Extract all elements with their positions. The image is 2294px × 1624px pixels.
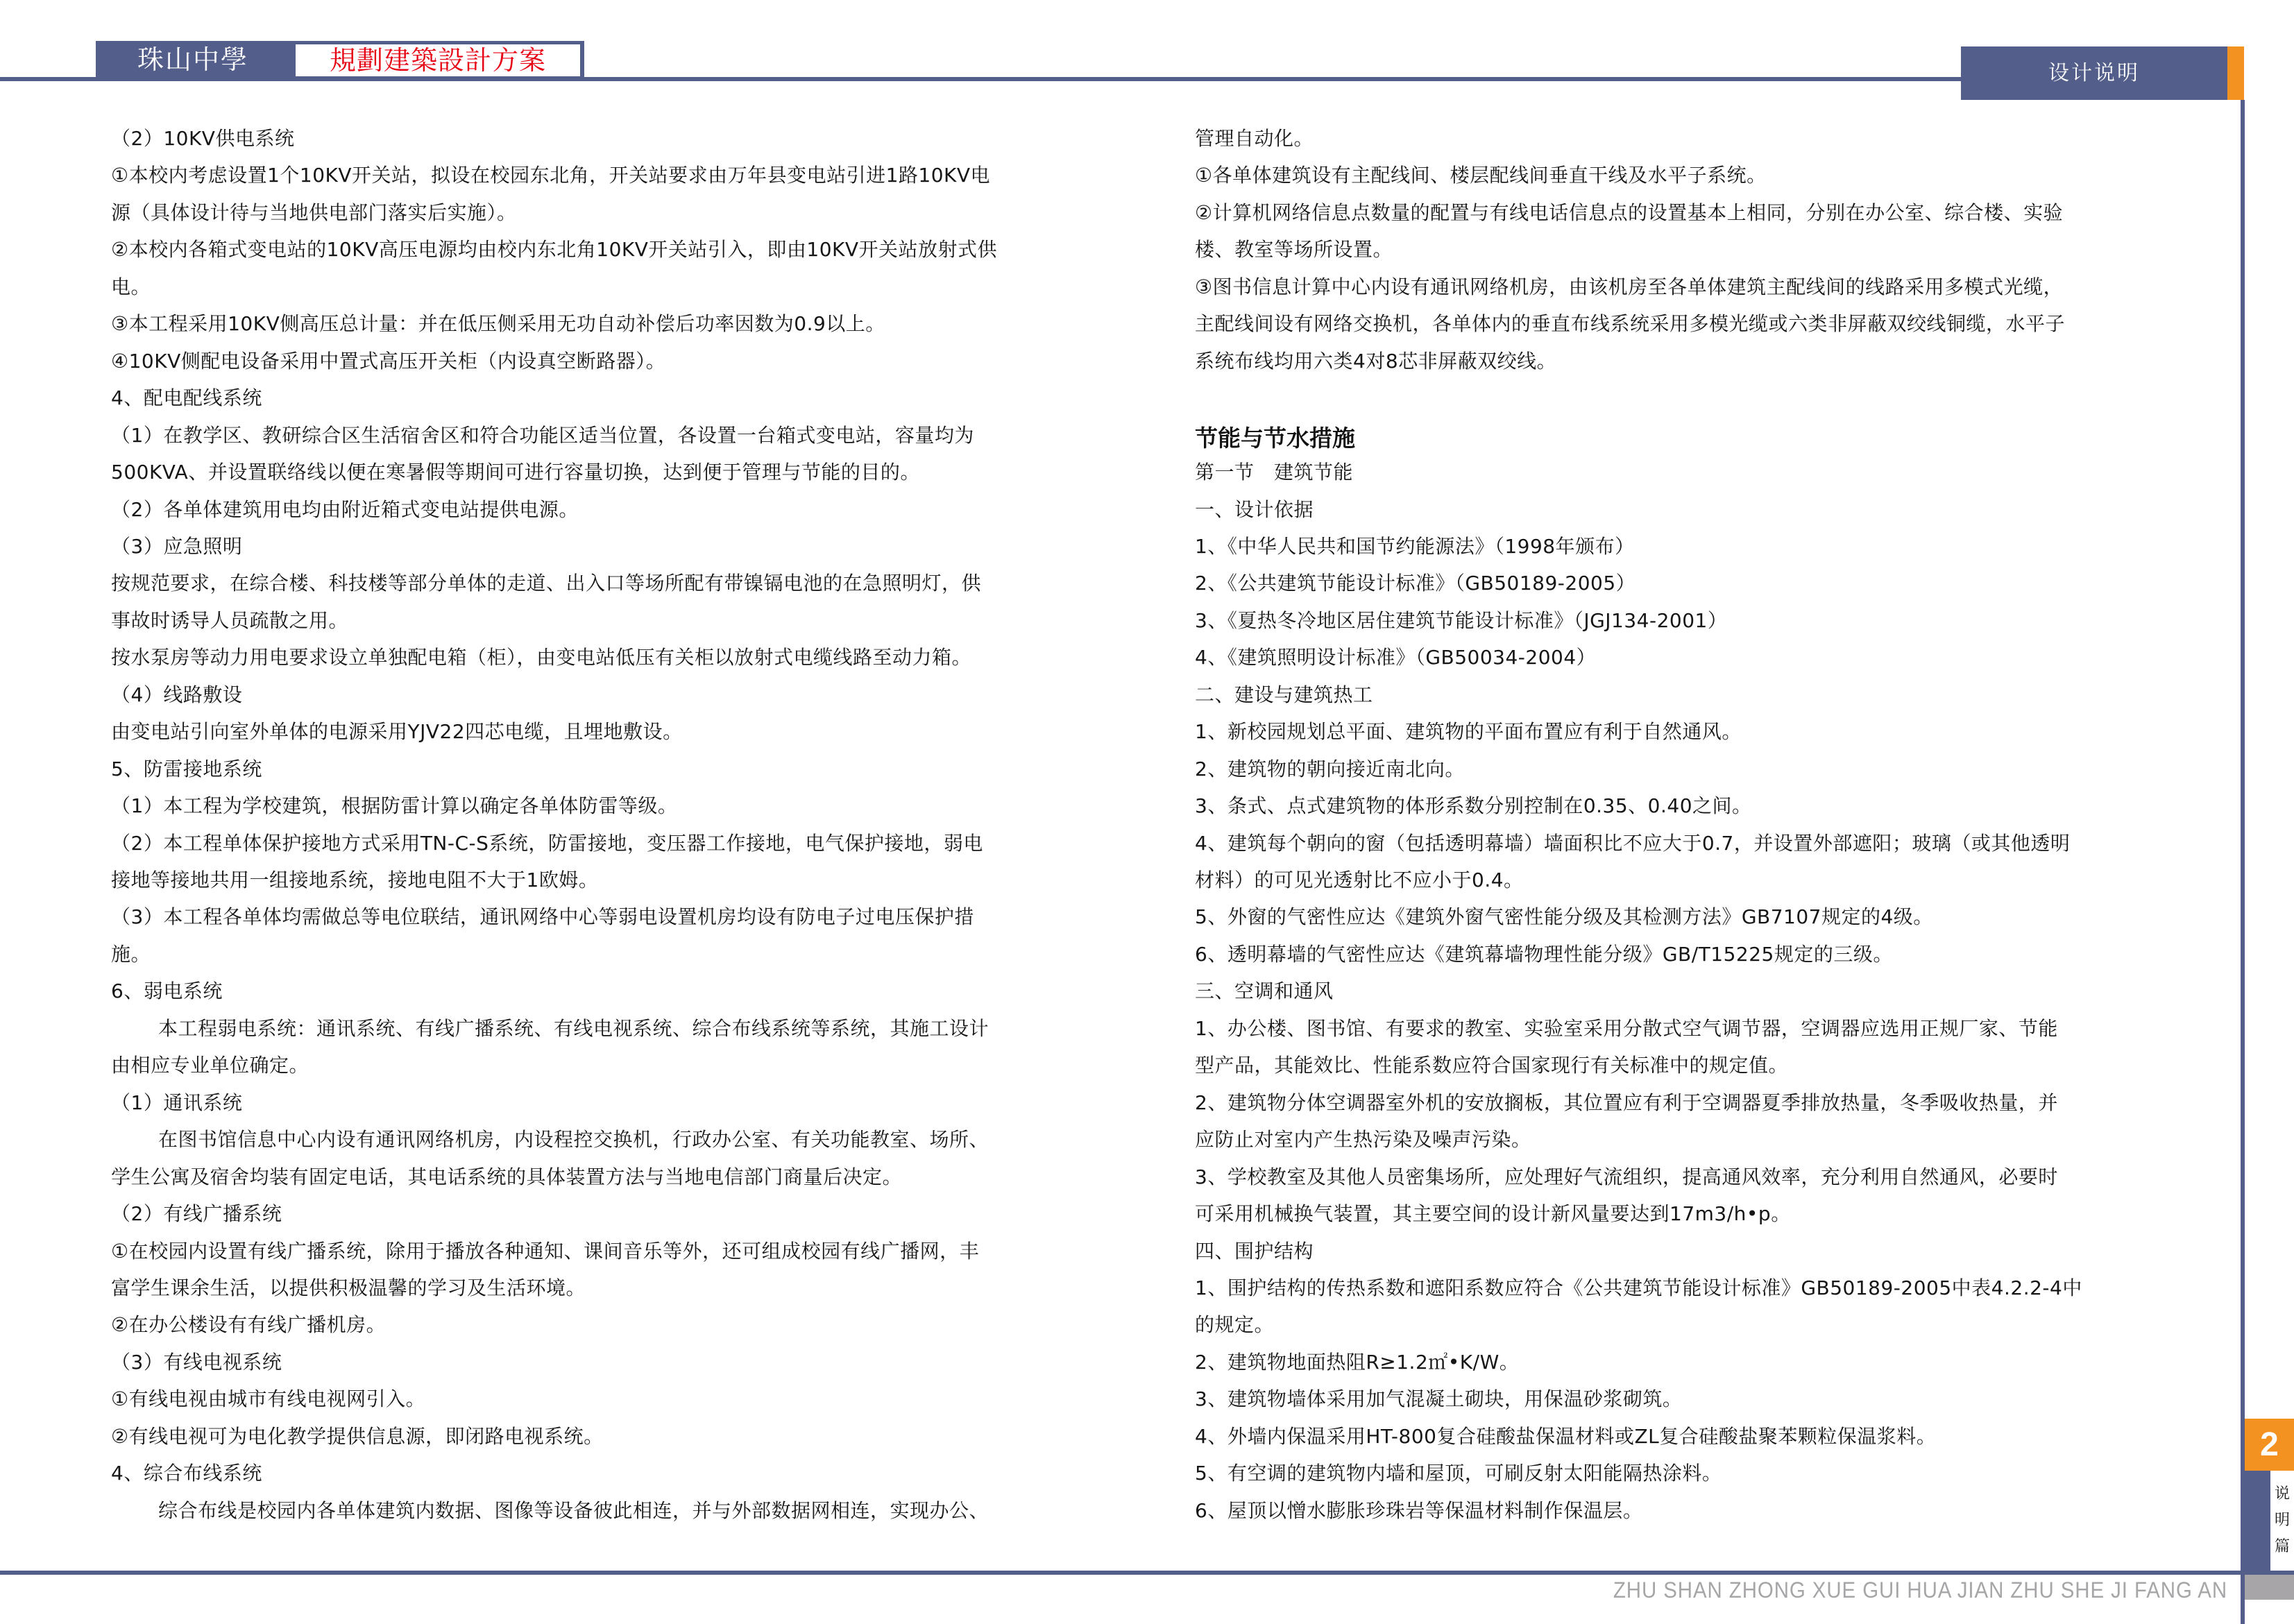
chapter-label-char: 篇	[2274, 1538, 2290, 1555]
paragraph-line: 本工程弱电系统：通讯系统、有线广播系统、有线电视系统、综合布线系统等系统，其施工设计	[158, 1016, 989, 1040]
paragraph-line: 楼、教室等场所设置。	[1195, 238, 1393, 262]
paragraph-line: ③本工程采用10KV侧高压总计量：并在低压侧采用无功自动补偿后功率因数为0.9以上。	[111, 312, 885, 336]
section-heading: 节能与节水措施	[1195, 425, 1355, 452]
chapter-label	[2270, 1481, 2294, 1560]
paragraph-line: 4、外墙内保温采用HT-800复合硅酸盐保温材料或ZL复合硅酸盐聚苯颗粒保温浆料。	[1195, 1424, 1937, 1448]
paragraph-line: （1）通讯系统	[111, 1091, 243, 1114]
paragraph-line: 主配线间设有网络交换机，各单体内的垂直布线系统采用多模光缆或六类非屏蔽双绞线铜缆，水平子	[1195, 312, 2066, 336]
footer-pinyin-title: ZHU SHAN ZHONG XUE GUI HUA JIAN ZHU SHE JI FANG AN	[1613, 1578, 2227, 1602]
paragraph-line: 按水泵房等动力用电要求设立单独配电箱（柜），由变电站低压有关柜以放射式电缆线路至动力箱。	[111, 646, 972, 669]
paragraph-line: （2）各单体建筑用电均由附近箱式变电站提供电源。	[111, 497, 579, 521]
paragraph-line: 接地等接地共用一组接地系统，接地电阻不大于1欧姆。	[111, 869, 599, 891]
paragraph-line: 1、办公楼、图书馆、有要求的教室、实验室采用分散式空气调节器，空调器应选用正规厂家、节能	[1195, 1016, 2058, 1040]
paragraph-line: 管理自动化。	[1195, 127, 1314, 150]
paragraph-line: 3、学校教室及其他人员密集场所，应处理好气流组织，提高通风效率，充分利用自然通风，必要时	[1195, 1165, 2058, 1188]
paragraph-line: ④10KV侧配电设备采用中置式高压开关柜（内设真空断路器）。	[111, 349, 666, 373]
paragraph-line: ②本校内各箱式变电站的10KV高压电源均由校内东北角10KV开关站引入，即由10KV开关站放射式供	[111, 238, 998, 262]
paragraph-line: 源（具体设计待与当地供电部门落实后实施）。	[111, 200, 517, 224]
paragraph-line: 1、《中华人民共和国节约能源法》（1998年颁布）	[1195, 534, 1635, 558]
paragraph-line: 应防止对室内产生热污染及噪声污染。	[1195, 1128, 1531, 1152]
paragraph-line: （3）应急照明	[111, 534, 243, 558]
paragraph-line: 型产品，其能效比、性能系数应符合国家现行有关标准中的规定值。	[1195, 1054, 1789, 1077]
footer-rule	[0, 1571, 2294, 1575]
paragraph-line: 6、透明幕墙的气密性应达《建筑幕墙物理性能分级》GB/T15225规定的三级。	[1195, 942, 1893, 966]
paragraph-line: 2、建筑物的朝向接近南北向。	[1195, 757, 1465, 780]
paragraph-line: 按规范要求，在综合楼、科技楼等部分单体的走道、出入口等场所配有带镍镉电池的在急照明灯，供	[111, 572, 982, 595]
right-margin-rule	[2241, 100, 2245, 1624]
paragraph-line: ②有线电视可为电化教学提供信息源，即闭路电视系统。	[111, 1424, 604, 1448]
paragraph-line: 事故时诱导人员疏散之用。	[111, 608, 349, 632]
paragraph-line: 5、有空调的建筑物内墙和屋顶，可刷反射太阳能隔热涂料。	[1195, 1462, 1722, 1485]
paragraph-line: 三、空调和通风	[1195, 980, 1334, 1003]
paragraph-line: 6、弱电系统	[111, 980, 223, 1003]
paragraph-line: ①本校内考虑设置1个10KV开关站，拟设在校园东北角，开关站要求由万年县变电站引进1路10KV电	[111, 164, 991, 187]
paragraph-line: （4）线路敷设	[111, 683, 243, 706]
paragraph-line: ①在校园内设置有线广播系统，除用于播放各种通知、课间音乐等外，还可组成校园有线广播网，丰	[111, 1239, 980, 1263]
paragraph-line: 第一节 建筑节能	[1195, 461, 1354, 484]
chapter-label-char: 明	[2274, 1512, 2290, 1529]
paragraph-line: 3、《夏热冬冷地区居住建筑节能设计标准》（JGJ134-2001）	[1195, 608, 1728, 632]
paragraph-line: （1）在教学区、教研综合区生活宿舍区和符合功能区适当位置，各设置一台箱式变电站，容量均为	[111, 423, 974, 447]
side-strip	[2241, 1471, 2270, 1571]
paragraph-line: 3、条式、点式建筑物的体形系数分别控制在0.35、0.40之间。	[1195, 794, 1752, 818]
paragraph-line: 4、建筑每个朝向的窗（包括透明幕墙）墙面积比不应大于0.7，并设置外部遮阳；玻璃（或其他透明	[1195, 831, 2071, 855]
paragraph-line: 一、设计依据	[1195, 497, 1314, 521]
paragraph-line: （1）本工程为学校建筑，根据防雷计算以确定各单体防雷等级。	[111, 794, 678, 818]
paragraph-line: 二、建设与建筑热工	[1195, 683, 1373, 706]
section-tab-label: 设计说明	[2048, 61, 2140, 85]
paragraph-line: 5、防雷接地系统	[111, 757, 262, 780]
paragraph-line: （3）有线电视系统	[111, 1350, 282, 1374]
chapter-label-char: 说	[2274, 1485, 2290, 1503]
paragraph-line: 4、配电配线系统	[111, 386, 262, 410]
paragraph-line: 1、新校园规划总平面、建筑物的平面布置应有利于自然通风。	[1195, 720, 1742, 744]
paragraph-line: （2）有线广播系统	[111, 1202, 282, 1226]
paragraph-line: 可采用机械换气装置，其主要空间的设计新风量要达到17m3/h•p。	[1195, 1202, 1791, 1226]
school-name: 珠山中學	[137, 44, 248, 75]
paragraph-line: 2、《公共建筑节能设计标准》（GB50189-2005）	[1195, 572, 1636, 595]
paragraph-line: 施。	[111, 942, 151, 966]
paragraph-line: 由变电站引向室外单体的电源采用YJV22四芯电缆，且埋地敷设。	[111, 720, 683, 744]
paragraph-line: 学生公寓及宿舍均装有固定电话，其电话系统的具体装置方法与当地电信部门商量后决定。	[111, 1165, 903, 1188]
paragraph-line: 2、建筑物分体空调器室外机的安放搁板，其位置应有利于空调器夏季排放热量，冬季吸收热量，并	[1195, 1091, 2058, 1114]
paragraph-line: 富学生课余生活，以提供积极温馨的学习及生活环境。	[111, 1276, 586, 1299]
paragraph-line: 四、围护结构	[1195, 1239, 1314, 1263]
doc-title: 規劃建築設計方案	[329, 45, 546, 76]
paragraph-line: 在图书馆信息中心内设有通讯网络机房，内设程控交换机，行政办公室、有关功能教室、场所、	[158, 1128, 989, 1152]
paragraph-line: 5、外窗的气密性应达《建筑外窗气密性能分级及其检测方法》GB7107规定的4级。	[1195, 905, 1933, 929]
paragraph-line: 3、建筑物墙体采用加气混凝土砌块，用保温砂浆砌筑。	[1195, 1387, 1683, 1411]
paragraph-line: ②在办公楼设有有线广播机房。	[111, 1313, 386, 1337]
paragraph-line: 材料）的可见光透射比不应小于0.4。	[1195, 869, 1524, 891]
paragraph-line: 4、《建筑照明设计标准》（GB50034-2004）	[1195, 646, 1597, 669]
paragraph-line: （2）10KV供电系统	[111, 127, 295, 150]
paragraph-line: 由相应专业单位确定。	[111, 1054, 309, 1077]
paragraph-line: 综合布线是校园内各单体建筑内数据、图像等设备彼此相连，并与外部数据网相连，实现办公、	[158, 1498, 989, 1522]
paragraph-line: ③图书信息计算中心内设有通讯网络机房，由该机房至各单体建筑主配线间的线路采用多模式光缆，	[1195, 275, 2064, 298]
paragraph-line: 500KVA、并设置联络线以便在寒暑假等期间可进行容量切换，达到便于管理与节能的目的。	[111, 461, 920, 484]
paragraph-line: 的规定。	[1195, 1313, 1275, 1337]
paragraph-line: ②计算机网络信息点数量的配置与有线电话信息点的设置基本上相同，分别在办公室、综合楼、实验	[1195, 200, 2064, 224]
footer-gray-block	[2245, 1575, 2294, 1600]
paragraph-line: ①各单体建筑设有主配线间、楼层配线间垂直干线及水平子系统。	[1195, 164, 1767, 187]
paragraph-line: （2）本工程单体保护接地方式采用TN-C-S系统，防雷接地，变压器工作接地，电气保护接地，弱电	[111, 831, 983, 855]
paragraph-line: ①有线电视由城市有线电视网引入。	[111, 1387, 426, 1411]
paragraph-line: 系统布线均用六类4对8芯非屏蔽双绞线。	[1195, 349, 1557, 373]
page-number: 2	[2260, 1426, 2279, 1463]
section-tab-accent	[2227, 46, 2244, 100]
paragraph-line: 6、屋顶以憎水膨胀珍珠岩等保温材料制作保温层。	[1195, 1498, 1643, 1522]
paragraph-line: 电。	[111, 275, 151, 298]
paragraph-line: 1、围护结构的传热系数和遮阳系数应符合《公共建筑节能设计标准》GB50189-2005中表4.2.2-4中	[1195, 1276, 2082, 1299]
paragraph-line: 4、综合布线系统	[111, 1462, 262, 1485]
paragraph-line: （3）本工程各单体均需做总等电位联结，通讯网络中心等弱电设置机房均设有防电子过电压保护措	[111, 905, 974, 929]
paragraph-line: 2、建筑物地面热阻R≥1.2㎡•K/W。	[1195, 1350, 1520, 1374]
